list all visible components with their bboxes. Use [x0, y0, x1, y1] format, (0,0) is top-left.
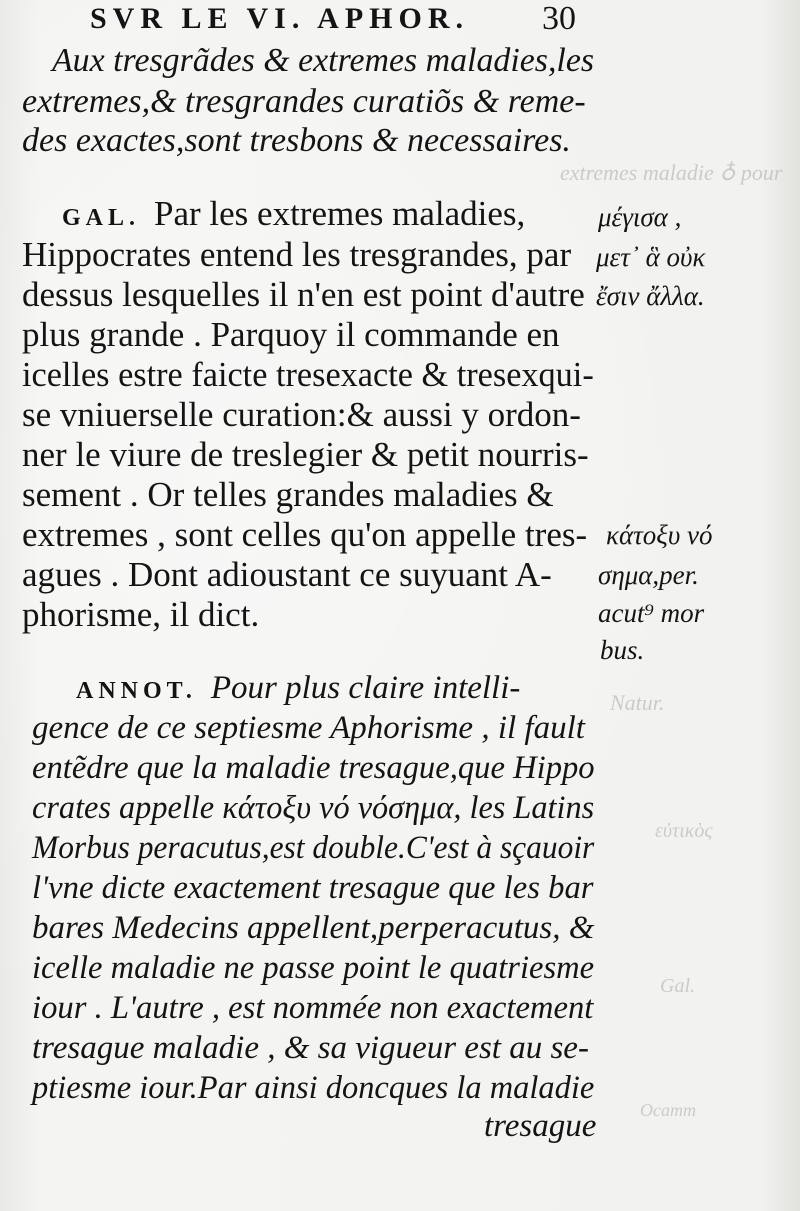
annot-line: l'vne dicte exactement tresague que les bar: [32, 870, 594, 906]
running-title: SVR LE VI. APHOR.: [90, 2, 470, 35]
aphorism-line: Aux tresgrãdes & extremes maladies,les: [52, 42, 595, 79]
margin-note: acut⁹ mor: [598, 598, 705, 628]
gal-line: icelles estre faicte tresexacte & tresexqui-: [22, 355, 594, 394]
annot-line: crates appelle κάτοξυ νό νόσημα, les Latins: [32, 790, 595, 826]
gal-line: agues . Dont adioustant ce suyuant A-: [22, 555, 552, 594]
margin-note: ἔσιν ἄλλα.: [596, 281, 705, 311]
margin-note: μετ᾽ ἃ οὐκ: [596, 242, 706, 272]
annot-line: tresague maladie , & sa vigueur est au se-: [32, 1030, 589, 1066]
aphorism-line: extremes,& tresgrandes curatiõs & reme-: [22, 83, 586, 120]
show-through-text: extremes maladie ♁ pour: [560, 160, 783, 185]
show-through-text: εὐτικὸς: [655, 820, 713, 842]
aphorism-line: des exactes,sont tresbons & necessaires.: [22, 122, 571, 159]
catchword: tresague: [484, 1108, 597, 1144]
gal-first-line: [62, 196, 525, 231]
gal-line: phorisme, il dict.: [22, 595, 260, 634]
gal-line: sement . Or telles grandes maladies &: [22, 475, 554, 514]
annot-text: Pour plus claire intelli-: [210, 670, 521, 706]
annot-line: ptiesme iour.Par ainsi doncques la maladie: [32, 1070, 595, 1106]
gal-line: ner le viure de treslegier & petit nourris-: [22, 435, 589, 474]
margin-note: μέγισα ,: [598, 202, 682, 232]
annot-line: bares Medecins appellent,perperacutus, &: [32, 910, 595, 946]
annot-line: iour . L'autre , est nommée non exactement: [32, 990, 594, 1026]
annot-line: Morbus peracutus,est double.C'est à sçauoir: [32, 830, 595, 866]
annot-label: ANNOT.: [76, 678, 197, 704]
annot-line: gence de ce septiesme Aphorisme , il fault: [32, 710, 585, 746]
page-number: 30: [542, 0, 576, 37]
gal-text: Par les extremes maladies,: [154, 194, 526, 233]
margin-note: κάτοξυ νό: [606, 520, 713, 550]
annot-first-line: [76, 672, 520, 705]
show-through-text: Ocamm: [640, 1100, 696, 1120]
margin-note: σημα,per.: [598, 560, 699, 590]
show-through-text: Natur.: [610, 690, 665, 715]
annot-line: entẽdre que la maladie tresague,que Hippo: [32, 750, 595, 786]
gal-line: extremes , sont celles qu'on appelle tres-: [22, 515, 588, 554]
gal-line: Hippocrates entend les tresgrandes, par: [22, 235, 572, 274]
margin-note: bus.: [600, 635, 645, 665]
gal-line: plus grande . Parquoy il commande en: [22, 315, 560, 354]
gal-line: dessus lesquelles il n'en est point d'autre: [22, 275, 585, 314]
gal-label: GAL.: [62, 205, 141, 231]
annot-line: icelle maladie ne passe point le quatriesme: [32, 950, 595, 986]
gal-line: se vniuerselle curation:& aussi y ordon-: [22, 395, 581, 434]
show-through-text: Gal.: [660, 975, 695, 997]
